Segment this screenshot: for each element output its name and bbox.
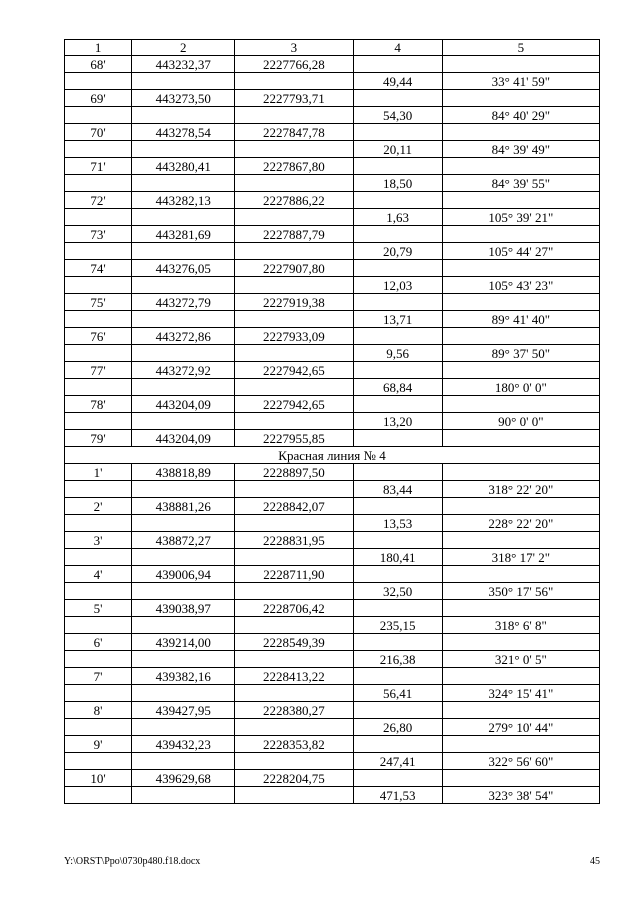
segment-row — [65, 209, 600, 226]
direction-angle: 89° 41' 40" — [442, 311, 599, 328]
point-row — [65, 430, 600, 447]
empty-cell — [353, 532, 442, 549]
point-number: 5' — [65, 600, 132, 617]
coordinate-x: 438881,26 — [132, 498, 235, 515]
header-row — [65, 40, 600, 56]
empty-cell — [132, 141, 235, 158]
coordinate-x: 439382,16 — [132, 668, 235, 685]
coordinate-x: 439427,95 — [132, 702, 235, 719]
empty-cell — [65, 107, 132, 124]
point-number: 68' — [65, 56, 132, 73]
direction-angle: 180° 0' 0" — [442, 379, 599, 396]
empty-cell — [132, 481, 235, 498]
segment-length: 216,38 — [353, 651, 442, 668]
point-number: 1' — [65, 464, 132, 481]
empty-cell — [442, 294, 599, 311]
empty-cell — [65, 787, 132, 804]
coordinate-x: 439006,94 — [132, 566, 235, 583]
point-row — [65, 702, 600, 719]
empty-cell — [235, 481, 353, 498]
point-number: 72' — [65, 192, 132, 209]
empty-cell — [353, 668, 442, 685]
empty-cell — [132, 549, 235, 566]
point-number: 10' — [65, 770, 132, 787]
coordinate-y: 2227766,28 — [235, 56, 353, 73]
segment-row — [65, 413, 600, 430]
empty-cell — [235, 379, 353, 396]
empty-cell — [442, 260, 599, 277]
empty-cell — [353, 430, 442, 447]
empty-cell — [132, 651, 235, 668]
segment-length: 9,56 — [353, 345, 442, 362]
empty-cell — [65, 175, 132, 192]
empty-cell — [353, 56, 442, 73]
empty-cell — [65, 413, 132, 430]
point-number: 2' — [65, 498, 132, 515]
header-cell-4: 4 — [353, 40, 442, 56]
direction-angle: 105° 39' 21" — [442, 209, 599, 226]
point-number: 7' — [65, 668, 132, 685]
coordinate-y: 2228549,39 — [235, 634, 353, 651]
point-row — [65, 124, 600, 141]
direction-angle: 318° 17' 2" — [442, 549, 599, 566]
segment-length: 247,41 — [353, 753, 442, 770]
coordinate-y: 2227919,38 — [235, 294, 353, 311]
coordinate-y: 2228204,75 — [235, 770, 353, 787]
coordinate-y: 2227955,85 — [235, 430, 353, 447]
empty-cell — [442, 430, 599, 447]
empty-cell — [442, 226, 599, 243]
coordinate-x: 443232,37 — [132, 56, 235, 73]
empty-cell — [235, 243, 353, 260]
empty-cell — [65, 141, 132, 158]
segment-length: 13,53 — [353, 515, 442, 532]
point-number: 76' — [65, 328, 132, 345]
empty-cell — [442, 668, 599, 685]
empty-cell — [65, 753, 132, 770]
point-row — [65, 464, 600, 481]
empty-cell — [442, 498, 599, 515]
point-row — [65, 634, 600, 651]
empty-cell — [65, 617, 132, 634]
direction-angle: 90° 0' 0" — [442, 413, 599, 430]
empty-cell — [65, 73, 132, 90]
direction-angle: 105° 43' 23" — [442, 277, 599, 294]
empty-cell — [353, 634, 442, 651]
empty-cell — [235, 175, 353, 192]
empty-cell — [65, 685, 132, 702]
empty-cell — [442, 770, 599, 787]
point-number: 6' — [65, 634, 132, 651]
empty-cell — [235, 345, 353, 362]
empty-cell — [65, 583, 132, 600]
direction-angle: 324° 15' 41" — [442, 685, 599, 702]
direction-angle: 84° 39' 49" — [442, 141, 599, 158]
empty-cell — [132, 243, 235, 260]
empty-cell — [353, 294, 442, 311]
point-number: 71' — [65, 158, 132, 175]
coordinate-y: 2228413,22 — [235, 668, 353, 685]
empty-cell — [353, 566, 442, 583]
coordinate-y: 2227907,80 — [235, 260, 353, 277]
header-cell-1: 1 — [65, 40, 132, 56]
segment-length: 26,80 — [353, 719, 442, 736]
empty-cell — [442, 634, 599, 651]
point-row — [65, 158, 600, 175]
segment-length: 68,84 — [353, 379, 442, 396]
empty-cell — [442, 56, 599, 73]
empty-cell — [235, 787, 353, 804]
empty-cell — [235, 413, 353, 430]
empty-cell — [442, 362, 599, 379]
empty-cell — [132, 73, 235, 90]
point-number: 79' — [65, 430, 132, 447]
empty-cell — [442, 396, 599, 413]
empty-cell — [353, 464, 442, 481]
segment-length: 235,15 — [353, 617, 442, 634]
segment-row — [65, 345, 600, 362]
segment-row — [65, 753, 600, 770]
point-row — [65, 90, 600, 107]
header-cell-2: 2 — [132, 40, 235, 56]
point-row — [65, 396, 600, 413]
point-number: 3' — [65, 532, 132, 549]
segment-length: 32,50 — [353, 583, 442, 600]
header-cell-3: 3 — [235, 40, 353, 56]
point-row — [65, 566, 600, 583]
segment-row — [65, 719, 600, 736]
empty-cell — [132, 175, 235, 192]
coordinate-y: 2228831,95 — [235, 532, 353, 549]
coordinate-y: 2228706,42 — [235, 600, 353, 617]
direction-angle: 105° 44' 27" — [442, 243, 599, 260]
point-row — [65, 600, 600, 617]
coordinate-x: 443204,09 — [132, 430, 235, 447]
point-number: 77' — [65, 362, 132, 379]
coordinate-x: 443278,54 — [132, 124, 235, 141]
empty-cell — [65, 311, 132, 328]
segment-row — [65, 277, 600, 294]
empty-cell — [235, 515, 353, 532]
empty-cell — [132, 753, 235, 770]
empty-cell — [442, 192, 599, 209]
empty-cell — [442, 328, 599, 345]
coordinate-x: 443282,13 — [132, 192, 235, 209]
coordinate-y: 2227867,80 — [235, 158, 353, 175]
empty-cell — [132, 515, 235, 532]
segment-length: 49,44 — [353, 73, 442, 90]
direction-angle: 318° 6' 8" — [442, 617, 599, 634]
point-number: 4' — [65, 566, 132, 583]
empty-cell — [235, 719, 353, 736]
coordinate-y: 2227793,71 — [235, 90, 353, 107]
segment-length: 20,11 — [353, 141, 442, 158]
empty-cell — [353, 90, 442, 107]
footer-file-path: Y:\ORST\Ppo\0730p480.f18.docx — [64, 856, 201, 867]
empty-cell — [65, 209, 132, 226]
segment-row — [65, 651, 600, 668]
coordinate-x: 438818,89 — [132, 464, 235, 481]
empty-cell — [353, 362, 442, 379]
empty-cell — [235, 583, 353, 600]
coordinate-y: 2228897,50 — [235, 464, 353, 481]
empty-cell — [132, 583, 235, 600]
segment-row — [65, 175, 600, 192]
coordinate-y: 2227942,65 — [235, 396, 353, 413]
empty-cell — [132, 311, 235, 328]
coordinate-y: 2227887,79 — [235, 226, 353, 243]
coordinate-y: 2228380,27 — [235, 702, 353, 719]
segment-row — [65, 617, 600, 634]
empty-cell — [353, 260, 442, 277]
empty-cell — [132, 787, 235, 804]
empty-cell — [235, 549, 353, 566]
empty-cell — [353, 124, 442, 141]
point-row — [65, 668, 600, 685]
point-row — [65, 294, 600, 311]
coordinate-x: 443281,69 — [132, 226, 235, 243]
section-title: Красная линия № 4 — [65, 447, 600, 464]
point-number: 70' — [65, 124, 132, 141]
empty-cell — [442, 702, 599, 719]
segment-length: 1,63 — [353, 209, 442, 226]
coordinate-y: 2228842,07 — [235, 498, 353, 515]
empty-cell — [65, 481, 132, 498]
empty-cell — [235, 277, 353, 294]
segment-length: 83,44 — [353, 481, 442, 498]
empty-cell — [132, 617, 235, 634]
coordinate-x: 439038,97 — [132, 600, 235, 617]
empty-cell — [442, 566, 599, 583]
coordinate-y: 2228353,82 — [235, 736, 353, 753]
segment-length: 54,30 — [353, 107, 442, 124]
empty-cell — [442, 124, 599, 141]
segment-row — [65, 481, 600, 498]
empty-cell — [353, 736, 442, 753]
direction-angle: 350° 17' 56" — [442, 583, 599, 600]
point-number: 69' — [65, 90, 132, 107]
coordinate-x: 443273,50 — [132, 90, 235, 107]
coordinate-x: 443276,05 — [132, 260, 235, 277]
empty-cell — [235, 73, 353, 90]
coordinate-x: 443272,86 — [132, 328, 235, 345]
point-row — [65, 56, 600, 73]
point-row — [65, 770, 600, 787]
empty-cell — [235, 651, 353, 668]
segment-length: 20,79 — [353, 243, 442, 260]
empty-cell — [65, 277, 132, 294]
empty-cell — [65, 549, 132, 566]
segment-length: 18,50 — [353, 175, 442, 192]
segment-row — [65, 141, 600, 158]
segment-row — [65, 107, 600, 124]
empty-cell — [353, 192, 442, 209]
segment-row — [65, 379, 600, 396]
empty-cell — [65, 651, 132, 668]
empty-cell — [235, 311, 353, 328]
empty-cell — [353, 498, 442, 515]
empty-cell — [353, 600, 442, 617]
segment-row — [65, 787, 600, 804]
point-number: 73' — [65, 226, 132, 243]
empty-cell — [353, 770, 442, 787]
segment-row — [65, 73, 600, 90]
segment-length: 12,03 — [353, 277, 442, 294]
empty-cell — [65, 719, 132, 736]
point-row — [65, 328, 600, 345]
point-number: 9' — [65, 736, 132, 753]
empty-cell — [132, 413, 235, 430]
header-cell-5: 5 — [442, 40, 599, 56]
coordinate-y: 2227886,22 — [235, 192, 353, 209]
segment-row — [65, 311, 600, 328]
empty-cell — [442, 532, 599, 549]
segment-row — [65, 243, 600, 260]
empty-cell — [132, 719, 235, 736]
point-row — [65, 192, 600, 209]
empty-cell — [235, 685, 353, 702]
empty-cell — [235, 617, 353, 634]
segment-length: 13,20 — [353, 413, 442, 430]
point-row — [65, 498, 600, 515]
empty-cell — [353, 702, 442, 719]
empty-cell — [353, 328, 442, 345]
segment-length: 13,71 — [353, 311, 442, 328]
empty-cell — [65, 515, 132, 532]
coordinate-x: 443280,41 — [132, 158, 235, 175]
segment-length: 56,41 — [353, 685, 442, 702]
empty-cell — [132, 379, 235, 396]
empty-cell — [132, 277, 235, 294]
segment-row — [65, 515, 600, 532]
direction-angle: 89° 37' 50" — [442, 345, 599, 362]
empty-cell — [442, 600, 599, 617]
segment-row — [65, 549, 600, 566]
direction-angle: 318° 22' 20" — [442, 481, 599, 498]
empty-cell — [132, 107, 235, 124]
coordinate-y: 2228711,90 — [235, 566, 353, 583]
coordinate-x: 443272,92 — [132, 362, 235, 379]
footer-page-number: 45 — [590, 856, 600, 867]
section-title-row — [65, 447, 600, 464]
empty-cell — [442, 158, 599, 175]
coordinate-x: 439432,23 — [132, 736, 235, 753]
empty-cell — [442, 736, 599, 753]
coordinate-y: 2227942,65 — [235, 362, 353, 379]
point-number: 74' — [65, 260, 132, 277]
point-row — [65, 260, 600, 277]
empty-cell — [132, 685, 235, 702]
point-row — [65, 736, 600, 753]
empty-cell — [235, 107, 353, 124]
point-number: 78' — [65, 396, 132, 413]
coordinate-y: 2227933,09 — [235, 328, 353, 345]
direction-angle: 228° 22' 20" — [442, 515, 599, 532]
empty-cell — [65, 345, 132, 362]
empty-cell — [65, 243, 132, 260]
point-number: 8' — [65, 702, 132, 719]
coordinate-x: 439214,00 — [132, 634, 235, 651]
direction-angle: 33° 41' 59" — [442, 73, 599, 90]
direction-angle: 84° 39' 55" — [442, 175, 599, 192]
point-number: 75' — [65, 294, 132, 311]
segment-length: 471,53 — [353, 787, 442, 804]
point-row — [65, 226, 600, 243]
segment-row — [65, 583, 600, 600]
empty-cell — [132, 345, 235, 362]
empty-cell — [235, 209, 353, 226]
empty-cell — [442, 464, 599, 481]
empty-cell — [353, 226, 442, 243]
empty-cell — [65, 379, 132, 396]
empty-cell — [353, 396, 442, 413]
direction-angle: 322° 56' 60" — [442, 753, 599, 770]
empty-cell — [235, 141, 353, 158]
direction-angle: 321° 0' 5" — [442, 651, 599, 668]
segment-row — [65, 685, 600, 702]
coordinate-x: 443204,09 — [132, 396, 235, 413]
empty-cell — [442, 90, 599, 107]
point-row — [65, 362, 600, 379]
empty-cell — [353, 158, 442, 175]
empty-cell — [132, 209, 235, 226]
point-row — [65, 532, 600, 549]
coordinate-x: 439629,68 — [132, 770, 235, 787]
coordinate-x: 438872,27 — [132, 532, 235, 549]
coordinates-table — [64, 39, 600, 804]
coordinate-x: 443272,79 — [132, 294, 235, 311]
coordinate-y: 2227847,78 — [235, 124, 353, 141]
direction-angle: 84° 40' 29" — [442, 107, 599, 124]
direction-angle: 279° 10' 44" — [442, 719, 599, 736]
segment-length: 180,41 — [353, 549, 442, 566]
empty-cell — [235, 753, 353, 770]
direction-angle: 323° 38' 54" — [442, 787, 599, 804]
